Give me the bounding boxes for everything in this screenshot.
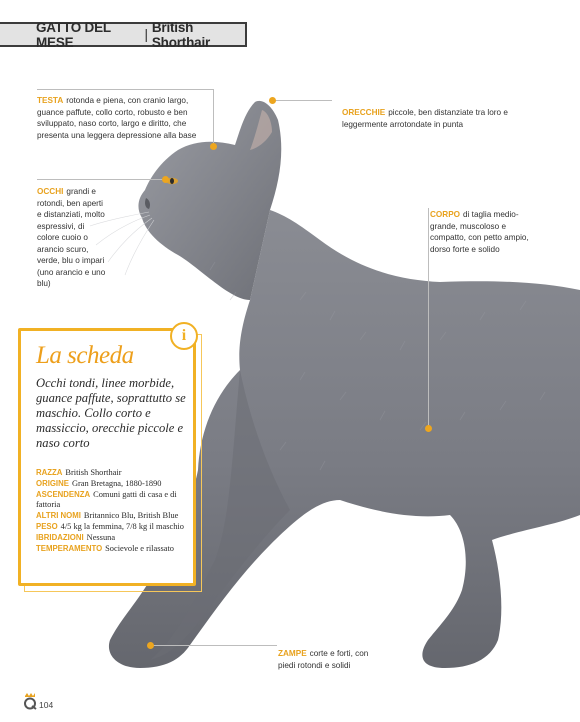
note-text: grandi e rotondi, ben aperti e distanziati, molto espressivi, di colore cuoio o arancio scuro, verde, blu o impari (uno arancio e uno blu) bbox=[37, 187, 106, 288]
fact-value: 4/5 kg la femmina, 7/8 kg il maschio bbox=[60, 521, 184, 531]
breed-name: British Shorthair bbox=[151, 19, 211, 50]
fact-key: RAZZA bbox=[36, 468, 63, 477]
page-number: 104 bbox=[39, 700, 54, 710]
fact-row bbox=[36, 468, 196, 479]
section-label: GATTO DEL MESE bbox=[36, 19, 111, 50]
facts-list bbox=[36, 468, 196, 554]
page-footer bbox=[22, 692, 53, 710]
leader-line bbox=[213, 89, 214, 146]
pointer-dot bbox=[162, 176, 169, 183]
note-key: CORPO bbox=[430, 210, 461, 219]
pointer-dot bbox=[210, 143, 217, 150]
note-zampe bbox=[278, 648, 373, 671]
fact-value: Britannico Blu, British Blue bbox=[83, 511, 179, 521]
leader-line bbox=[428, 208, 429, 428]
note-text: di taglia medio-grande, muscoloso e compatto, con petto ampio, dorso forte e solido bbox=[430, 210, 529, 254]
fact-row bbox=[36, 533, 196, 544]
fact-value: British Shorthair bbox=[65, 468, 122, 477]
header-separator: | bbox=[144, 27, 148, 42]
pointer-dot bbox=[147, 642, 154, 649]
note-key: ORECCHIE bbox=[342, 108, 386, 117]
fact-value: Socievole e rilassato bbox=[105, 543, 174, 553]
fact-key: ASCENDENZA bbox=[36, 489, 91, 499]
info-card bbox=[18, 328, 196, 586]
fact-value: Comuni gatti di casa e di fattoria bbox=[36, 489, 177, 510]
pointer-dot bbox=[269, 97, 276, 104]
fact-key: ORIGINE bbox=[36, 478, 69, 488]
note-testa bbox=[37, 95, 207, 141]
note-key: OCCHI bbox=[37, 187, 64, 196]
note-key: TESTA bbox=[37, 96, 64, 105]
fact-key: TEMPERAMENTO bbox=[36, 543, 103, 553]
note-occhi bbox=[37, 186, 107, 290]
fact-key: ALTRI NOMI bbox=[36, 511, 81, 521]
fact-value: Nessuna bbox=[86, 532, 116, 542]
fact-value: Gran Bretagna, 1880-1890 bbox=[71, 478, 162, 488]
fact-row bbox=[36, 490, 196, 512]
note-orecchie bbox=[342, 107, 517, 130]
note-text: corte e forti, con piedi rotondi e solidi bbox=[278, 649, 369, 670]
leader-line bbox=[37, 89, 213, 90]
section-header bbox=[0, 19, 247, 50]
info-icon: i bbox=[170, 322, 198, 350]
fact-key: PESO bbox=[36, 521, 58, 531]
card-title: La scheda bbox=[36, 342, 134, 369]
leader-line bbox=[150, 645, 277, 646]
note-corpo bbox=[430, 209, 530, 255]
card-description: Occhi tondi, linee morbide, guance paffute, soprattutto se maschio. Collo corto e massiccio, orecchie piccole e naso corto bbox=[36, 376, 186, 450]
fact-key: IBRIDAZIONI bbox=[36, 532, 84, 542]
pointer-dot bbox=[425, 425, 432, 432]
leader-line bbox=[272, 100, 332, 101]
note-text: piccole, ben distanziate tra loro e leggermente arrotondate in punta bbox=[342, 108, 508, 129]
fact-row bbox=[36, 544, 196, 555]
fact-row bbox=[36, 522, 196, 533]
fact-row bbox=[36, 511, 196, 522]
note-key: ZAMPE bbox=[278, 649, 307, 658]
magazine-logo-icon bbox=[22, 692, 38, 710]
fact-row bbox=[36, 479, 196, 490]
leader-line bbox=[37, 179, 165, 180]
note-text: rotonda e piena, con cranio largo, guance paffute, collo corto, robusto e ben sviluppato, naso corto, largo e diritto, che presenta una leggera depressione alla base bbox=[37, 96, 197, 140]
